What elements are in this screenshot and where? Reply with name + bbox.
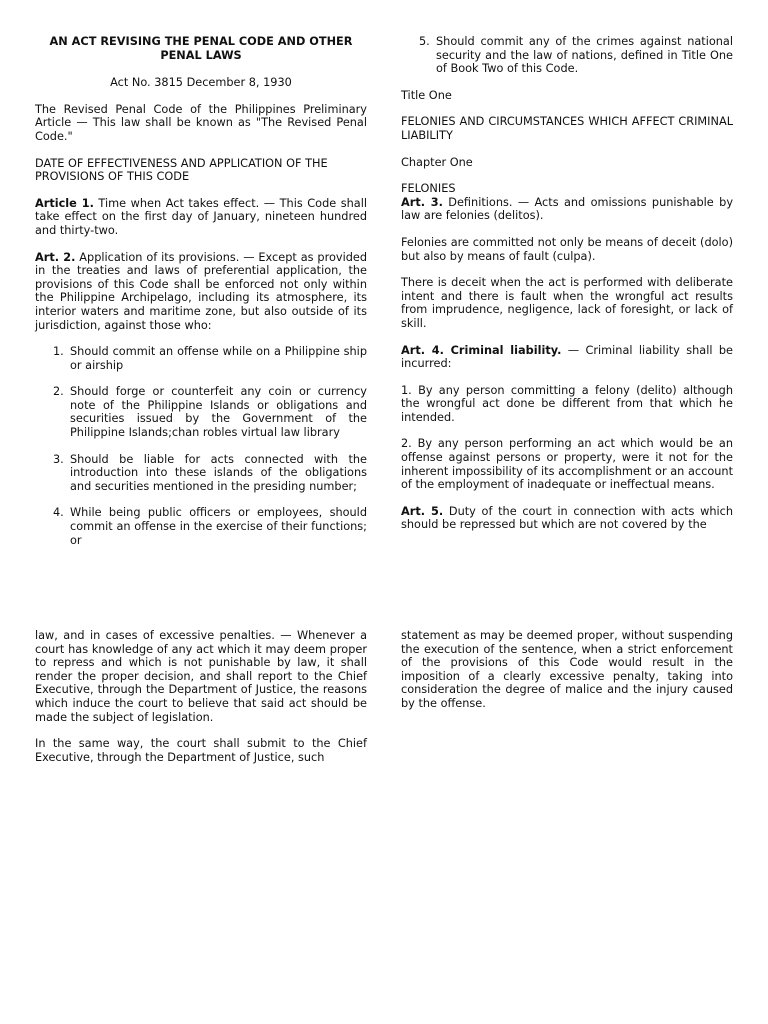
article-1-label: Article 1.: [35, 196, 94, 210]
article-1-text: Time when Act takes effect. — This Code shall take effect on the first day of January, nineteen hundred and thirty-two.: [35, 196, 367, 237]
article-4: [401, 344, 733, 371]
article-4-item-1: 1. By any person committing a felony (delito) although the wrongful act done be different from that which he intended.: [401, 383, 733, 424]
document-title: AN ACT REVISING THE PENAL CODE AND OTHER PENAL LAWS: [49, 35, 353, 62]
deceit-paragraph-2: There is deceit when the act is performed with deliberate intent and there is fault when the wrongful act results from imprudence, negligence, lack of foresight, or lack of skill.: [401, 276, 733, 330]
act-number-line: Act No. 3815 December 8, 1930: [110, 76, 292, 90]
list-item: [401, 35, 733, 76]
article-5-text: Duty of the court in connection with acts which should be repressed but which are not covered by the: [401, 504, 733, 532]
list-item: [35, 345, 367, 372]
deceit-paragraph-1: Felonies are committed not only be means of deceit (dolo) but also by means of fault (culpa).: [401, 235, 733, 263]
effectivity-heading: DATE OF EFFECTIVENESS AND APPLICATION OF THE PROVISIONS OF THIS CODE: [35, 156, 328, 184]
list-item-text: Should be liable for acts connected with the introduction into these islands of the obligations and securities mentioned in the presiding number;: [70, 452, 367, 493]
list-item: [35, 385, 367, 439]
list-item: [35, 506, 367, 547]
article-3: [401, 196, 733, 223]
felonies-circumstances-heading: FELONIES AND CIRCUMSTANCES WHICH AFFECT CRIMINAL LIABILITY: [401, 115, 733, 142]
article-2-text: Application of its provisions. — Except as provided in the treaties and laws of preferential application, the provisions of this Code shall be enforced not only within the Philippine Archipelago, including its atmosphere, its interior waters and maritime zone, but also outside of its jurisdiction, against those who:: [35, 250, 368, 332]
list-item-number: 2.: [53, 385, 64, 399]
list-item-number: 4.: [53, 506, 64, 520]
article-4-label: Art. 4. Criminal liability.: [401, 343, 562, 357]
article-5-second-paragraph: In the same way, the court shall submit to the Chief Executive, through the Department of Justice, such: [35, 737, 367, 764]
list-item-text: Should forge or counterfeit any coin or currency note of the Philippine Islands or obligations and securities issued by the Government of the Philippine Islands;chan robles virtual law library: [70, 385, 367, 440]
list-item-number: 1.: [53, 345, 64, 359]
article-1: [35, 197, 367, 238]
page1-right-column: [401, 35, 733, 545]
list-item-text: Should commit an offense while on a Philippine ship or airship: [70, 345, 367, 372]
article-5: [401, 505, 733, 532]
list-item-number: 3.: [53, 452, 64, 466]
article-2-list: [35, 345, 367, 547]
list-item-number: 5.: [419, 35, 430, 48]
article-5-continued: law, and in cases of excessive penalties. — Whenever a court has knowledge of any act which it may deem proper to repress and which is not punishable by law, it shall render the proper decision, and shall report to the Chief Executive, through the Department of Justice, the reasons which induce the court to believe that said act should be made the subject of legislation.: [35, 629, 367, 724]
article-2: [35, 251, 367, 333]
felonies-heading: FELONIES: [401, 182, 456, 196]
page2-left-column: [35, 629, 367, 777]
article-3-label: Art. 3.: [401, 195, 443, 209]
page1-left-column: [35, 35, 367, 560]
article-5-second-paragraph-continued: statement as may be deemed proper, without suspending the execution of the sentence, when a strict enforcement of the provisions of this Code would result in the imposition of a clearly excessive penalty, taking into consideration the degree of malice and the injury caused by the offense.: [401, 629, 733, 710]
article-3-text: Definitions. — Acts and omissions punishable by law are felonies (delitos).: [401, 195, 733, 223]
article-4-text: — Criminal liability shall be incurred:: [401, 343, 733, 371]
article-2-label: Art. 2.: [35, 250, 76, 264]
page2-right-column: [401, 629, 733, 724]
title-one-heading: Title One: [401, 88, 452, 102]
list-item-text: Should commit any of the crimes against national security and the law of nations, defined in Title One of Book Two of this Code.: [436, 35, 733, 76]
list-item: [35, 453, 367, 494]
article-2-list-continued: [401, 35, 733, 76]
preliminary-article: The Revised Penal Code of the Philippines Preliminary Article — This law shall be known as "The Revised Penal Code.": [35, 102, 367, 143]
article-4-item-2: 2. By any person performing an act which would be an offense against persons or property, were it not for the inherent impossibility of its accomplishment or an account of the employment of inadequate or ineffectual means.: [401, 437, 733, 492]
list-item-text: While being public officers or employees, should commit an offense in the exercise of their functions; or: [70, 506, 367, 547]
article-5-label: Art. 5.: [401, 504, 444, 518]
chapter-one-heading: Chapter One: [401, 155, 473, 169]
